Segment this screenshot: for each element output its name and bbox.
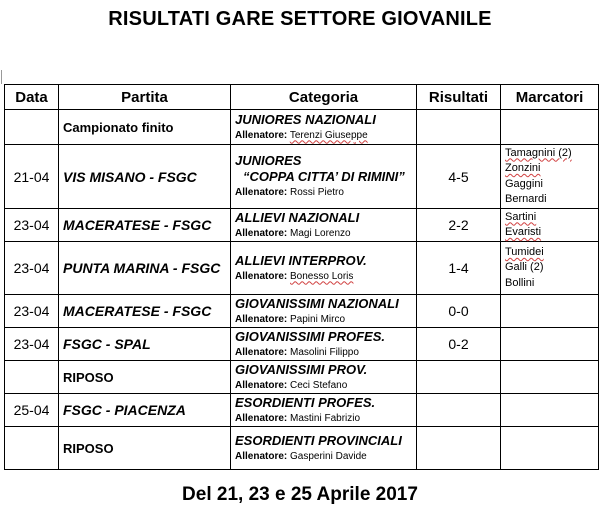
coach-label: Allenatore: [235, 270, 288, 282]
coach-name: Masolini Filippo [290, 346, 359, 358]
row-scorers [501, 394, 599, 427]
row-category [231, 110, 417, 145]
row-scorers [501, 427, 599, 470]
row-result [417, 110, 501, 145]
row-result [417, 427, 501, 470]
row-match: RIPOSO [59, 427, 231, 470]
row-scorers [501, 295, 599, 328]
category-name: ALLIEVI INTERPROV. [235, 252, 367, 268]
coach-line [235, 379, 412, 393]
header-date: Data [5, 85, 59, 110]
table-row [5, 295, 599, 328]
header-match: Partita [59, 85, 231, 110]
category-name: GIOVANISSIMI NAZIONALI [235, 295, 399, 311]
scorer-name: Bernardi [505, 193, 547, 205]
coach-line [235, 129, 412, 143]
row-match: MACERATESE - FSGC [59, 295, 231, 328]
row-result: 0-0 [417, 295, 501, 328]
category-name: GIOVANISSIMI PROFES. [235, 328, 386, 344]
row-match: FSGC - SPAL [59, 328, 231, 361]
coach-name: Gasperini Davide [290, 450, 367, 462]
category-name: JUNIORES NAZIONALI [235, 111, 376, 127]
coach-line [235, 346, 412, 360]
row-date: 25-04 [5, 394, 59, 427]
row-date: 23-04 [5, 328, 59, 361]
row-scorers [501, 242, 599, 295]
coach-label: Allenatore: [235, 346, 288, 358]
coach-name: Papini Mirco [290, 313, 346, 325]
table-row [5, 242, 599, 295]
header-category: Categoria [231, 85, 417, 110]
header-result: Risultati [417, 85, 501, 110]
table-row [5, 328, 599, 361]
footer-dates: Del 21, 23 e 25 Aprile 2017 [182, 484, 418, 505]
row-date [5, 110, 59, 145]
header-scorers: Marcatori [501, 85, 599, 110]
scorer-name: Sartini [505, 210, 537, 223]
row-match: MACERATESE - FSGC [59, 209, 231, 242]
coach-label: Allenatore: [235, 227, 288, 239]
row-result [417, 394, 501, 427]
row-match: Campionato finito [59, 110, 231, 145]
row-scorers [501, 145, 599, 209]
coach-line [235, 227, 412, 241]
scorer-name: Tumidei [505, 245, 544, 258]
coach-line [235, 186, 412, 200]
results-table [4, 84, 599, 470]
row-scorers [501, 110, 599, 145]
row-date: 23-04 [5, 242, 59, 295]
category-name: ESORDIENTI PROFES. [235, 394, 376, 410]
coach-name: Mastini Fabrizio [290, 412, 361, 424]
table-row [5, 209, 599, 242]
row-category [231, 209, 417, 242]
coach-label: Allenatore: [235, 313, 288, 325]
row-match: VIS MISANO - FSGC [59, 145, 231, 209]
row-result: 2-2 [417, 209, 501, 242]
row-category [231, 145, 417, 209]
coach-name: Terenzi Giuseppe [289, 129, 368, 141]
scorer-name: Tamagnini (2) [505, 146, 572, 159]
row-scorers [501, 361, 599, 394]
category-name: ALLIEVI NAZIONALI [235, 209, 360, 225]
category-name: GIOVANISSIMI PROV. [235, 361, 368, 377]
header-row [5, 85, 599, 110]
edge-mark [1, 70, 2, 84]
coach-label: Allenatore: [235, 412, 288, 424]
scorer-name: Gaggini [505, 177, 543, 190]
row-result [417, 361, 501, 394]
scorer-name: Evaristi [505, 226, 542, 238]
scorer-name: Bollini [505, 276, 535, 289]
table-row [5, 394, 599, 427]
scorer-name: Galli (2) [505, 261, 544, 274]
table-row [5, 427, 599, 470]
table-row [5, 145, 599, 209]
row-category [231, 427, 417, 470]
coach-line [235, 313, 412, 327]
row-match: FSGC - PIACENZA [59, 394, 231, 427]
row-result: 0-2 [417, 328, 501, 361]
row-match: PUNTA MARINA - FSGC [59, 242, 231, 295]
table-row [5, 361, 599, 394]
page-title: RISULTATI GARE SETTORE GIOVANILE [108, 8, 492, 30]
coach-label: Allenatore: [235, 129, 288, 141]
scorer-name: Zonzini [505, 162, 541, 174]
coach-label: Allenatore: [235, 379, 288, 391]
row-date [5, 427, 59, 470]
coach-line [235, 270, 412, 284]
row-result: 1-4 [417, 242, 501, 295]
row-date: 23-04 [5, 209, 59, 242]
coach-name: Bonesso Loris [290, 270, 354, 282]
row-scorers [501, 328, 599, 361]
results-body [5, 110, 599, 470]
category-name: “COPPA CITTA’ DI RIMINI” [243, 169, 405, 184]
category-name: ESORDIENTI PROVINCIALI [235, 432, 402, 448]
coach-label: Allenatore: [235, 187, 288, 198]
coach-line [235, 412, 412, 426]
row-category [231, 328, 417, 361]
row-category [231, 242, 417, 295]
category-name: JUNIORES [235, 153, 302, 168]
row-date: 23-04 [5, 295, 59, 328]
coach-name: Magi Lorenzo [290, 227, 351, 239]
row-result: 4-5 [417, 145, 501, 209]
row-date: 21-04 [5, 145, 59, 209]
row-scorers [501, 209, 599, 242]
coach-name: Ceci Stefano [290, 379, 348, 391]
row-match: RIPOSO [59, 361, 231, 394]
row-category [231, 295, 417, 328]
row-category [231, 394, 417, 427]
row-category [231, 361, 417, 394]
row-date [5, 361, 59, 394]
coach-name: Rossi Pietro [290, 187, 344, 198]
table-row [5, 110, 599, 145]
coach-label: Allenatore: [235, 450, 288, 462]
coach-line [235, 450, 412, 464]
